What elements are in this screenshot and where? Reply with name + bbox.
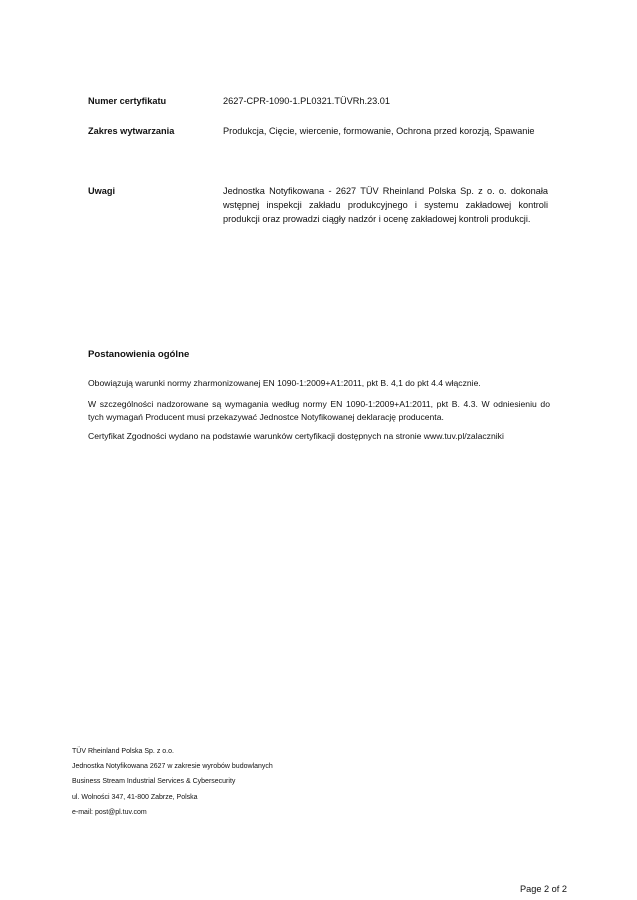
certificate-number-label: Numer certyfikatu bbox=[88, 96, 167, 106]
remarks-value: Jednostka Notyfikowana - 2627 TÜV Rheinland Polska Sp. z o. o. dokonała wstępnej inspekcji zakładu produkcyjnego i systemu zakładowej kontroli produkcji oraz prowadzi ciągły nadzór i ocenę zakładowej kontroli produkcji. bbox=[223, 186, 548, 224]
remarks-label: Uwagi bbox=[88, 186, 116, 196]
general-paragraph-3: Certyfikat Zgodności wydano na podstawie warunków certyfikacji dostępnych na stronie www.tuv.pl/zalaczniki bbox=[88, 431, 504, 441]
footer-business-stream: Business Stream Industrial Services & Cybersecurity bbox=[72, 778, 236, 786]
general-paragraph-1: Obowiązują warunki normy zharmonizowanej EN 1090-1:2009+A1:2011, pkt B. 4,1 do pkt 4.4 włącznie. bbox=[88, 378, 481, 388]
page-number: Page 2 of 2 bbox=[520, 884, 567, 894]
footer-address bbox=[72, 744, 273, 820]
footer-street: ul. Wolności 347, 41-800 Zabrze, Polska bbox=[72, 793, 198, 801]
general-paragraph-2: W szczególności nadzorowane są wymagania według normy EN 1090-1:2009+A1:2011, pkt B. 4.3. W odniesieniu do tych wymagań Producent musi przekazywać Jednostce Notyfikowanej deklarację producenta. bbox=[88, 399, 550, 422]
scope-value: Produkcja, Cięcie, wiercenie, formowanie, Ochrona przed korozją, Spawanie bbox=[223, 126, 535, 136]
scope-label: Zakres wytwarzania bbox=[88, 126, 175, 136]
footer-notified-body: Jednostka Notyfikowana 2627 w zakresie wyrobów budowlanych bbox=[72, 763, 273, 771]
footer-company: TÜV Rheinland Polska Sp. z o.o. bbox=[72, 748, 174, 755]
certificate-number-value: 2627-CPR-1090-1.PL0321.TÜVRh.23.01 bbox=[223, 96, 391, 106]
general-provisions-heading: Postanowienia ogólne bbox=[88, 349, 190, 360]
footer-email: e-mail: post@pl.tuv.com bbox=[72, 808, 147, 816]
